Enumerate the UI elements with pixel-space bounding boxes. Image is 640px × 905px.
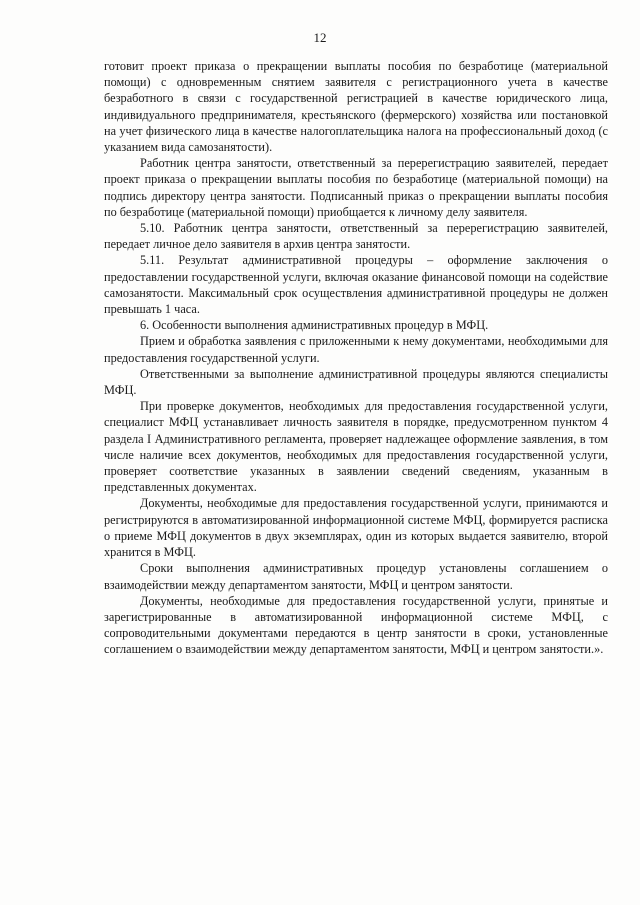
paragraph: Сроки выполнения административных процедур установлены соглашением о взаимодействии между департаментом занятости, МФЦ и центром занятости. <box>104 561 608 592</box>
paragraph: При проверке документов, необходимых для предоставления государственной услуги, специалист МФЦ устанавливает личность заявителя в порядке, предусмотренном пунктом 4 раздела I Административного регламента, проверяет надлежащее оформление заявления, в том числе наличие всех документов, необходимых для предоставления государственной услуги, проверяет соответствие указанных в заявлении сведений сведениям, указанным в представленных документах. <box>104 399 608 495</box>
paragraph: 5.11. Результат административной процедуры – оформление заключения о предоставлении государственной услуги, включая оказание финансовой помощи на содействие самозанятости. Максимальный срок осуществления административной процедуры не должен превышать 1 часа. <box>104 253 608 317</box>
paragraph: готовит проект приказа о прекращении выплаты пособия по безработице (материальной помощи) с одновременным снятием заявителя с регистрационного учета в качестве безработного в связи с государственной регистрацией в качестве юридического лица, индивидуального предпринимателя, крестьянского (фермерского) хозяйства или постановкой на учет физического лица в качестве налогоплательщика налога на профессиональный доход (с указанием вида самозанятости). <box>104 59 608 155</box>
section-heading: 6. Особенности выполнения административных процедур в МФЦ. <box>140 318 489 333</box>
paragraph: 5.10. Работник центра занятости, ответственный за перерегистрацию заявителей, передает личное дело заявителя в архив центра занятости. <box>104 221 608 252</box>
paragraph: Прием и обработка заявления с приложенными к нему документами, необходимыми для предоставления государственной услуги. <box>104 334 608 365</box>
paragraph: Документы, необходимые для предоставления государственной услуги, принимаются и регистрируются в автоматизированной информационной системе МФЦ, формируется расписка о приеме МФЦ документов в двух экземплярах, один из которых выдается заявителю, второй хранится в МФЦ. <box>104 496 608 560</box>
paragraph: Ответственными за выполнение административной процедуры являются специалисты МФЦ. <box>104 366 608 398</box>
paragraph: Документы, необходимые для предоставления государственной услуги, принятые и зарегистрированные в автоматизированной информационной системе МФЦ, с сопроводительными документами передаются в центр занятости в сроки, установленные соглашением о взаимодействии между департаментом занятости, МФЦ и центром занятости.». <box>104 593 608 657</box>
paragraph: Работник центра занятости, ответственный за перерегистрацию заявителей, передает проект приказа о прекращении выплаты пособия по безработице (материальной помощи) на подпись директору центра занятости. Подписанный приказ о прекращении выплаты пособия по безработице (материальной помощи) приобщается к личному делу заявителя. <box>104 156 608 219</box>
page-number: 12 <box>313 30 327 45</box>
document-body <box>104 58 608 658</box>
